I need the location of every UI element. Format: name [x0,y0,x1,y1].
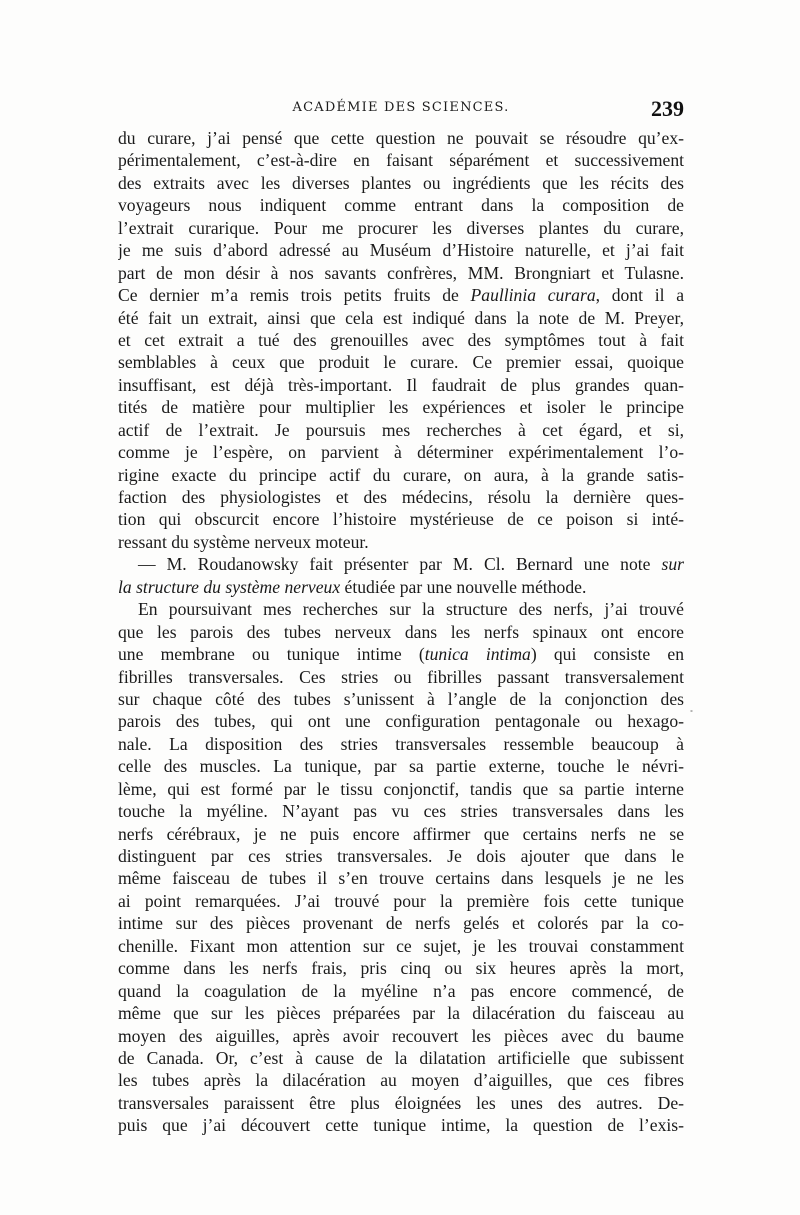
text-line: actif de l’extrait. Je poursuis mes recherches à cet égard, et si, [118,419,684,440]
text-line: lème, qui est formé par le tissu conjonctif, tandis que sa partie interne [118,778,684,799]
text-line: voyageurs nous indiquent comme entrant dans la composition de [118,195,684,216]
text-line: même faisceau de tubes il s’en trouve certains dans lesquels je ne les [118,868,684,889]
margin-mark: ˚ [690,709,693,719]
text-run: Ce dernier m’a remis trois petits fruits de [118,285,471,306]
text-run: — M. Roudanowsky fait présenter par M. Cl. Bernard une note [138,554,662,575]
text-line: En poursuivant mes recherches sur la structure des nerfs, j’ai trouvé [138,599,684,620]
text-line: nale. La disposition des stries transversales ressemble beaucoup à [118,733,684,754]
text-line: les tubes après la dilacération au moyen d’aiguilles, que ces fibres [118,1070,684,1091]
text-line: l’extrait curarique. Pour me procurer les diverses plantes du curare, [118,217,684,238]
text-line: sur chaque côté des tubes s’unissent à l’angle de la conjonction des [118,688,684,709]
text-line: fibrilles transversales. Ces stries ou fibrilles passant transversalement [118,666,684,687]
text-run: une membrane ou tunique intime ( [118,644,425,665]
text-line: faction des physiologistes et des médecins, résolu la dernière ques- [118,487,684,507]
text-line [118,284,684,306]
text-line: puis que j’ai découvert cette tunique intime, la question de l’exis- [118,1115,684,1136]
running-head [118,96,684,124]
text-line: part de mon désir à nos savants confrères, MM. Brongniart et Tulasne. [118,262,684,283]
text-line: que les parois des tubes nerveux dans les nerfs spinaux ont encore [118,621,684,642]
text-line: je me suis d’abord adressé au Muséum d’Histoire naturelle, et j’ai fait [118,240,684,261]
text-line: même que sur les pièces préparées par la dilacération du faisceau au [118,1003,684,1024]
page-number: 239 [651,96,684,121]
text-line: insuffisant, est déjà très-important. Il faudrait de plus grandes quan- [118,374,684,395]
text-line [118,576,684,598]
text-line: comme dans les nerfs frais, pris cinq ou six heures après la mort, [118,958,684,979]
italic-text: sur [661,554,684,575]
text-line: ressant du système nerveux moteur. [118,531,369,552]
text-run: , dont il a [595,285,684,306]
text-line: ai point remarquées. J’ai trouvé pour la première fois cette tunique [118,890,684,911]
text-line: moyen des aiguilles, après avoir recouvert les pièces avec du baume [118,1025,684,1046]
text-line: été fait un extrait, ainsi que cela est indiqué dans la note de M. Preyer, [118,307,684,328]
text-run: ) qui consiste en [530,644,684,665]
text-line: nerfs cérébraux, je ne puis encore affirmer que certains nerfs ne se [118,823,684,844]
text-line: de Canada. Or, c’est à cause de la dilatation artificielle que subissent [118,1047,684,1068]
text-line: périmentalement, c’est-à-dire en faisant séparément et successivement [118,150,684,171]
text-line: tités de matière pour multiplier les expériences et isoler le principe [118,397,684,418]
text-line: distinguent par ces stries transversales. Je dois ajouter que dans le [118,846,684,866]
text-line: semblables à ceux que produit le curare. Ce premier essai, quoique [118,352,684,373]
text-line: transversales paraissent être plus éloignées les unes des autres. De- [118,1092,684,1113]
text-line: comme je l’espère, on parvient à déterminer expérimentalement l’o- [118,442,684,463]
text-line: tion qui obscurcit encore l’histoire mystérieuse de ce poison si inté- [118,509,684,530]
text-run: étudiée par une nouvelle méthode. [340,576,587,597]
text-line [118,643,684,665]
text-line: intime sur des pièces provenant de nerfs gelés et colorés par la co- [118,913,684,934]
text-line: des extraits avec les diverses plantes ou ingrédients que les récits des [118,172,684,193]
text-line: quand la coagulation de la myéline n’a pas encore commencé, de [118,980,684,1001]
text-line: celle des muscles. La tunique, par sa partie externe, touche le névri- [118,756,684,777]
text-line: touche la myéline. N’ayant pas vu ces stries transversales dans les [118,801,684,822]
text-line: parois des tubes, qui ont une configuration pentagonale ou hexago- [118,711,684,732]
text-line [118,553,684,575]
body-text [118,127,684,1137]
journal-title: ACADÉMIE DES SCIENCES. [292,100,510,115]
italic-text: la structure du système nerveux [118,576,341,597]
text-line: du curare, j’ai pensé que cette question ne pouvait se résoudre qu’ex- [118,128,684,148]
italic-text: tunica intima [424,644,531,665]
italic-text: Paullinia curara [470,285,596,306]
text-line: chenille. Fixant mon attention sur ce sujet, je les trouvai constamment [118,935,684,956]
text-line: rigine exacte du principe actif du curare, on aura, à la grande satis- [118,464,684,485]
text-line: et cet extrait a tué des grenouilles avec des symptômes tout à fait [118,329,684,350]
